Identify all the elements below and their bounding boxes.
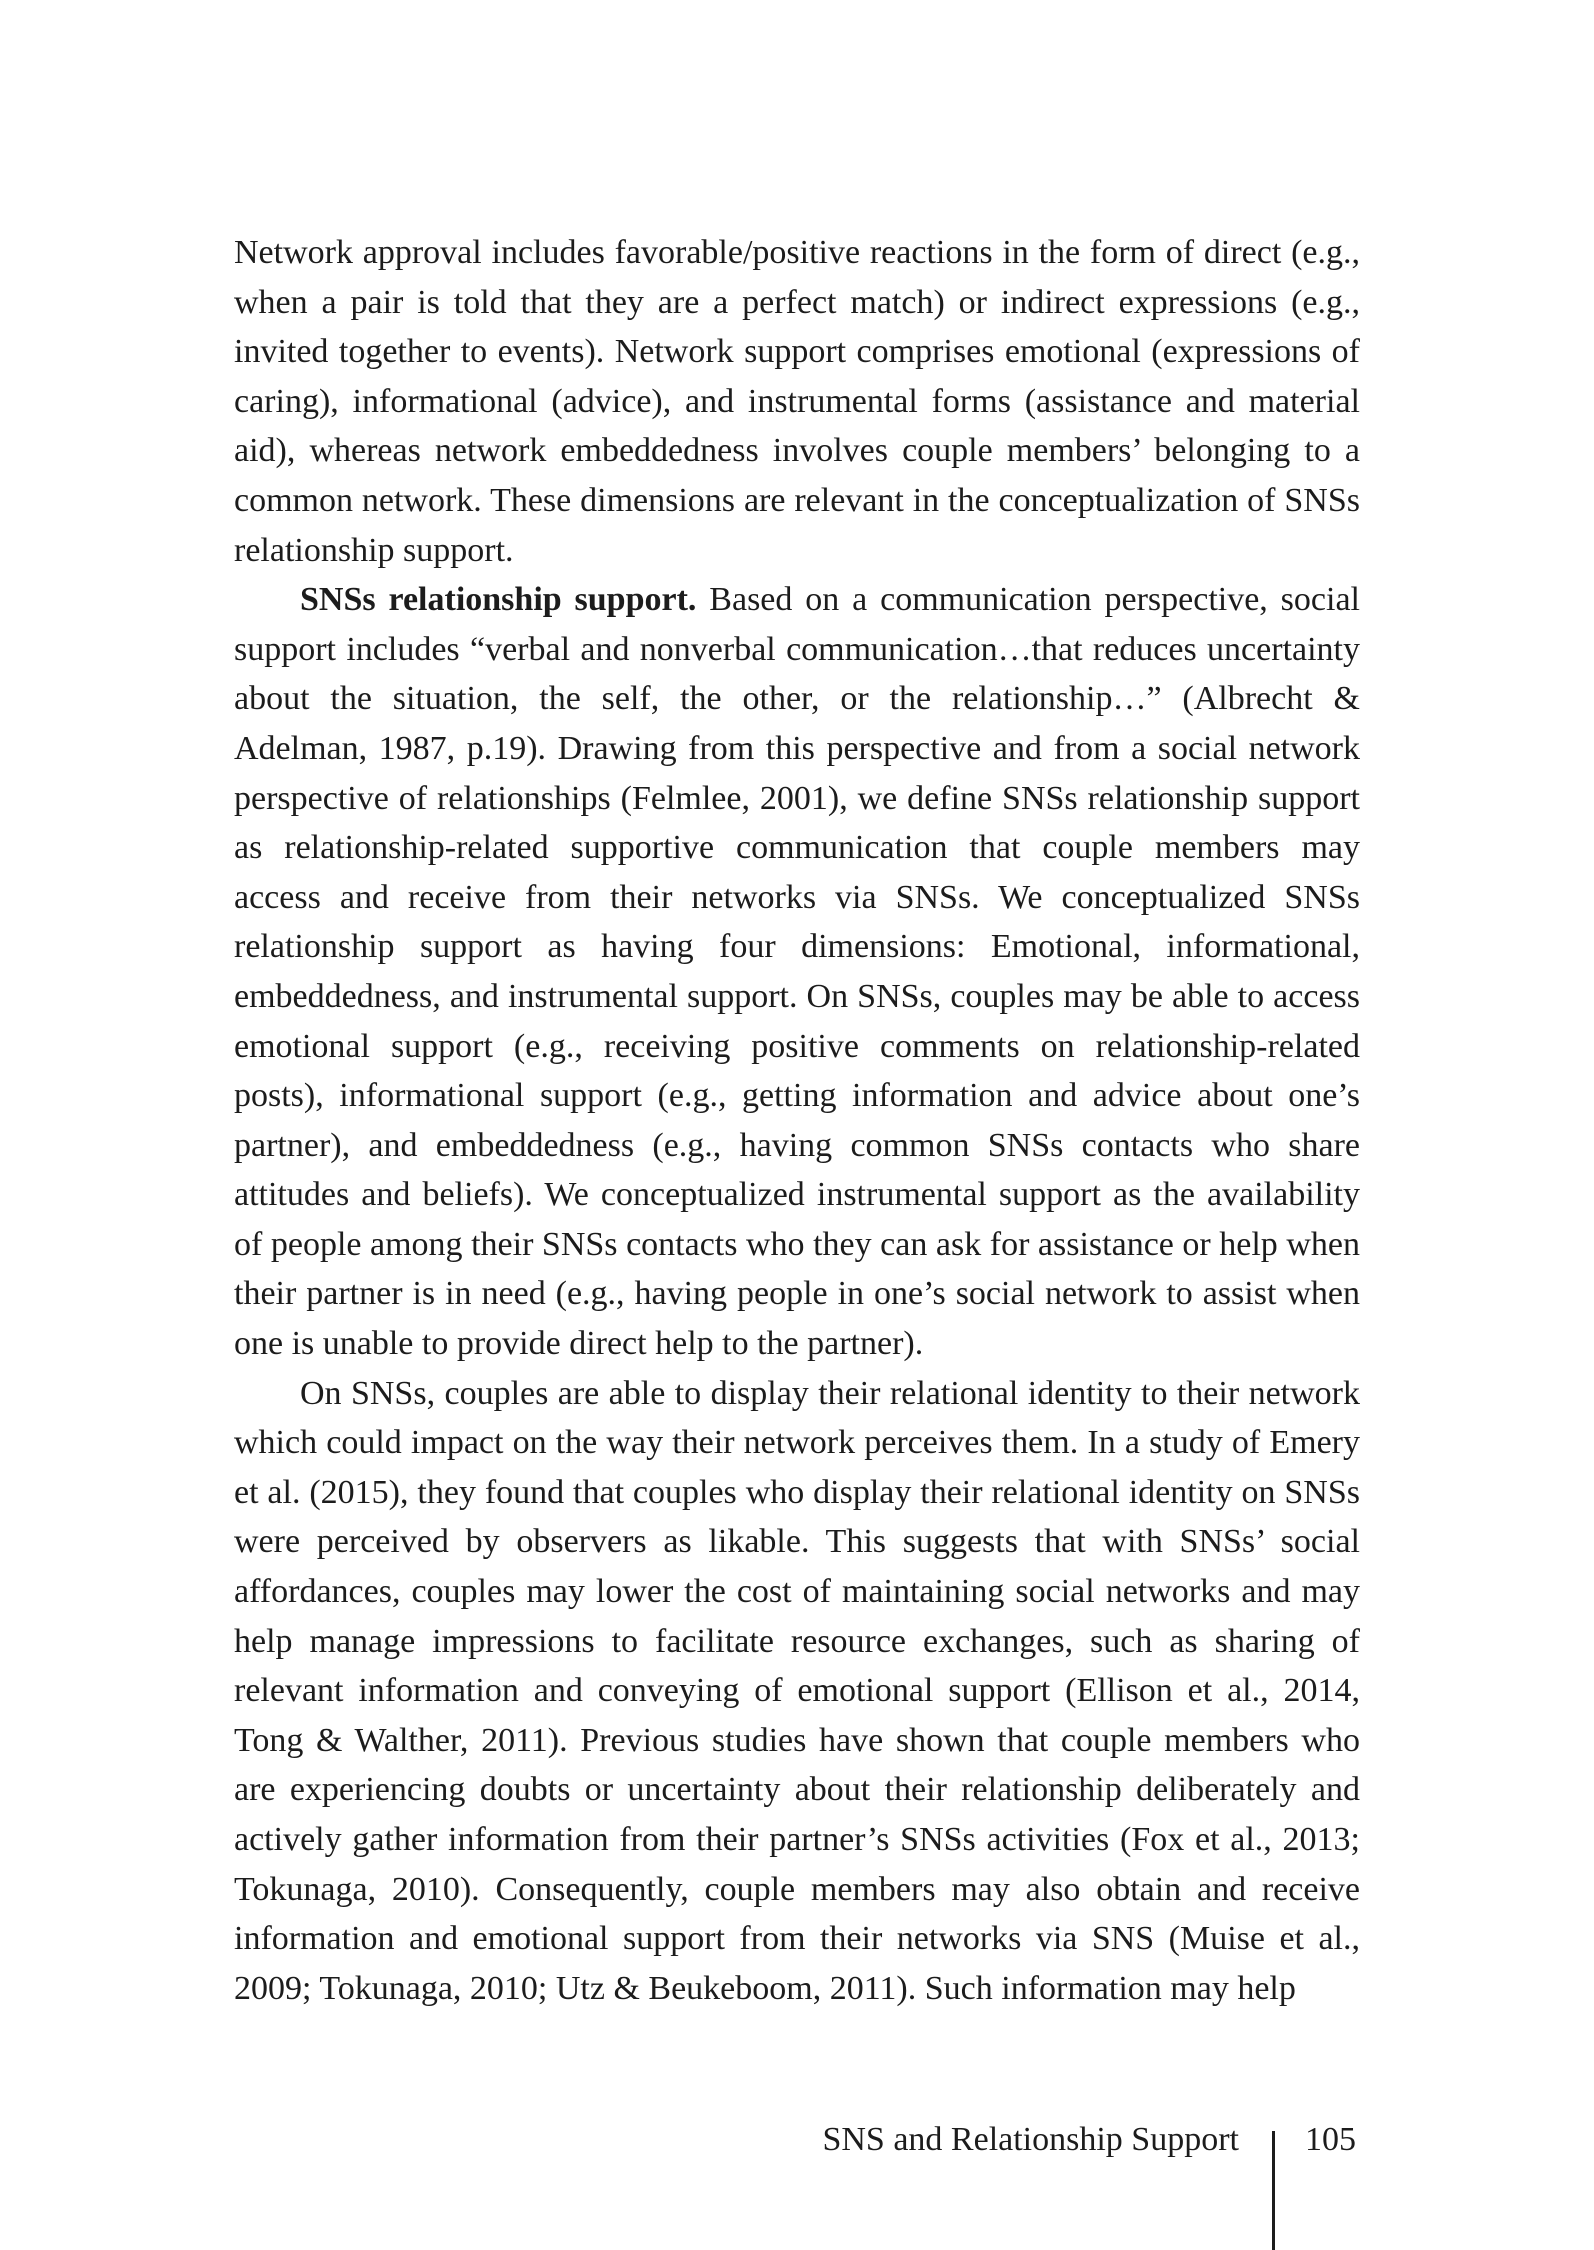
paragraph: Network approval includes favorable/positive reactions in the form of direct (e.g., when a pair is told that they are a perfect match) or indirect expressions (e.g., invited together to events). Network support comprises emotional (expressions of caring), informational (advice), and instrumental forms (assistance and material aid), whereas network embeddedness involves couple members’ belonging to a common network. These dimensions are relevant in the conceptualization of SNSs relationship support. <box>234 234 1360 569</box>
paragraph <box>234 575 1360 1369</box>
body-text <box>234 228 1360 2013</box>
footer-divider <box>1272 2131 1275 2250</box>
running-footer-title: SNS and Relationship Support <box>822 2121 1239 2158</box>
paragraph: On SNSs, couples are able to display their relational identity to their network which could impact on the way their network perceives them. In a study of Emery et al. (2015), they found that couples who display their relational identity on SNSs were perceived by observers as likable. This suggests that with SNSs’ social affordances, couples may lower the cost of maintaining social networks and may help manage impressions to facilitate resource exchanges, such as sharing of relevant information and conveying of emotional support (Ellison et al., 2014, Tong & Walther, 2011). Previous studies have shown that couple members who are experiencing doubts or uncertainty about their relationship deliberately and actively gather information from their partner’s SNSs activities (Fox et al., 2013; Tokunaga, 2010). Consequently, couple members may also obtain and receive information and emotional support from their networks via SNS (Muise et al., 2009; Tokunaga, 2010; Utz & Beukeboom, 2011). Such information may help <box>234 1374 1360 2007</box>
section-heading: SNSs relationship support. <box>300 581 697 619</box>
paragraph-text: Based on a communication perspective, social support includes “verbal and nonverbal communication…that reduces uncertainty about the situation, the self, the other, or the relationship…” (Albrecht & Adelman, 1987, p.19). Drawing from this perspective and from a social network perspective of relationships (Felmlee, 2001), we define SNSs relationship support as relationship-related supportive communication that couple members may access and receive from their networks via SNSs. We conceptualized SNSs relationship support as having four dimensions: Emotional, informational, embeddedness, and instrumental support. On SNSs, couples may be able to access emotional support (e.g., receiving positive comments on relationship-related posts), informational support (e.g., getting information and advice about one’s partner), and embeddedness (e.g., having common SNSs contacts who share attitudes and beliefs). We conceptualized instrumental support as the availability of people among their SNSs contacts who they can ask for assistance or help when their partner is in need (e.g., having people in one’s social network to assist when one is unable to provide direct help to the partner). <box>234 581 1360 1363</box>
page-number: 105 <box>1305 2121 1356 2158</box>
